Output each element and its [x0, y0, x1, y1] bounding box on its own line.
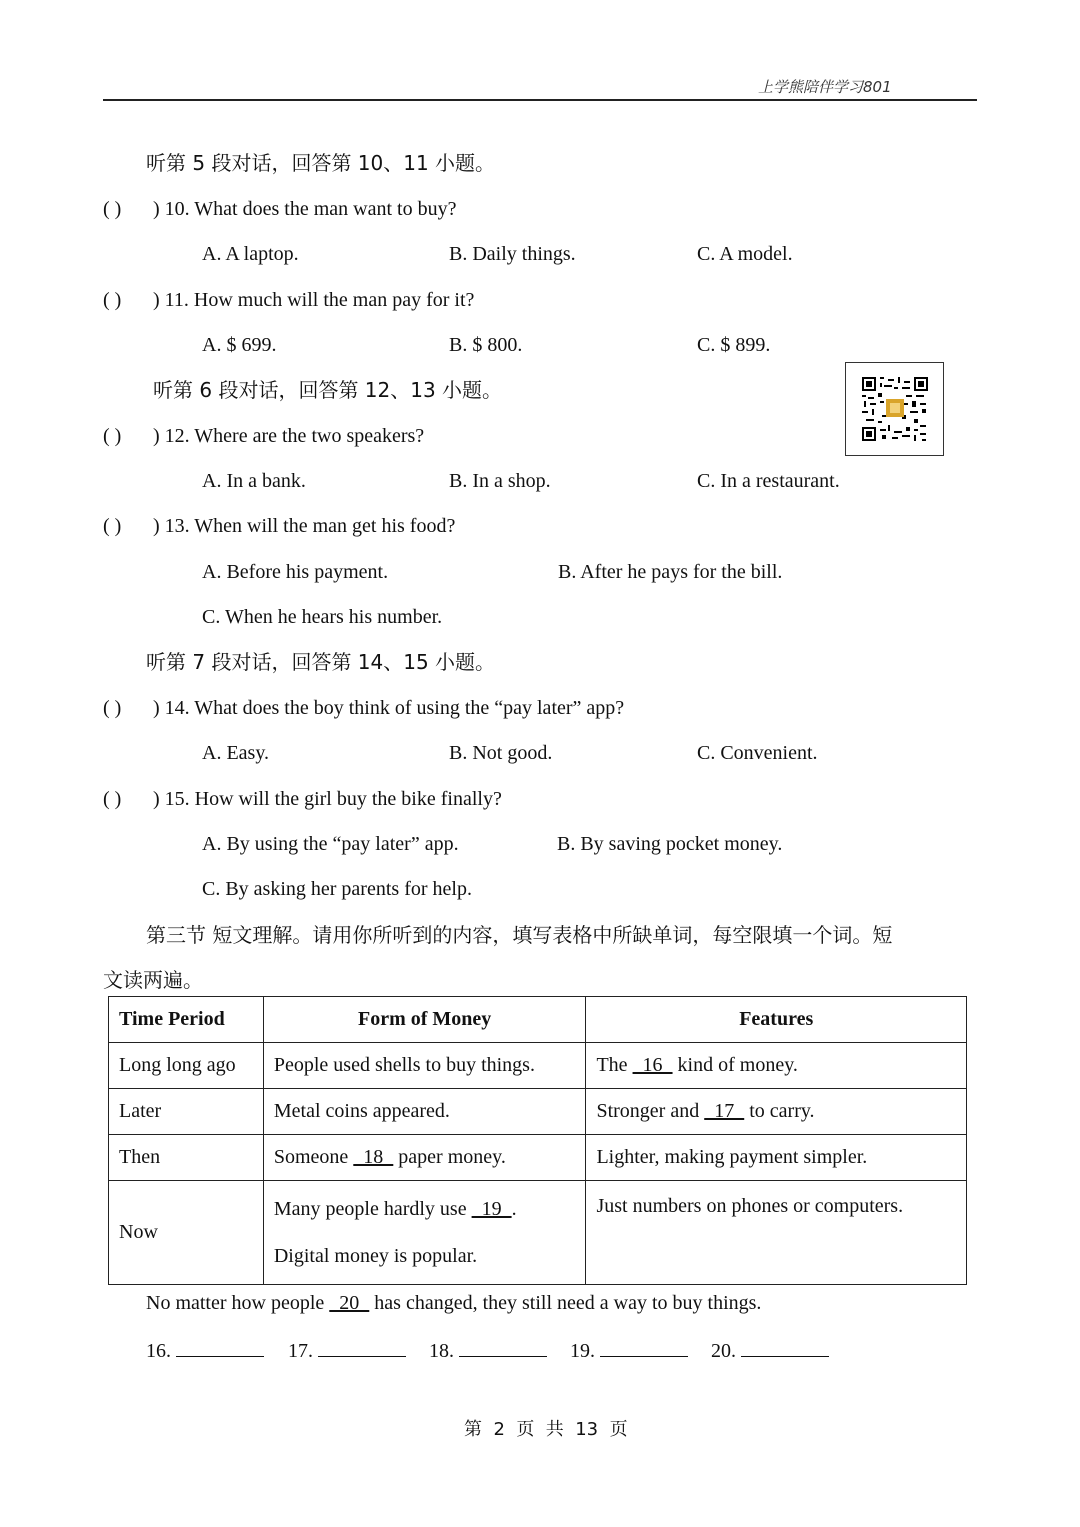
form-text: Someone — [273, 1146, 354, 1168]
form-text: . — [511, 1197, 517, 1220]
question-14: ) 14. What does the boy think of using the “pay later” app? — [153, 697, 625, 719]
table-row — [109, 1043, 967, 1089]
q11-option-b: B. $ 800. — [449, 334, 523, 356]
q11-option-c: C. $ 899. — [697, 334, 771, 356]
cell-form — [263, 1135, 586, 1181]
cell-form — [263, 1181, 586, 1285]
q10-option-b: B. Daily things. — [449, 243, 576, 265]
feature-text: The — [596, 1054, 633, 1076]
column-header-form-of-money: Form of Money — [263, 997, 586, 1043]
answer-bracket: ( ) — [103, 515, 122, 537]
form-text: Many people hardly use — [273, 1197, 472, 1220]
cell-form: Metal coins appeared. — [263, 1089, 586, 1135]
blank-18: 18 — [353, 1146, 394, 1168]
q11-option-a: A. $ 699. — [202, 334, 277, 356]
answer-label: 20. — [711, 1340, 736, 1362]
q10-option-a: A. A laptop. — [202, 243, 299, 265]
cell-period: Then — [109, 1135, 264, 1181]
q12-option-b: B. In a shop. — [449, 470, 551, 492]
header-rule — [103, 99, 977, 101]
cell-features — [586, 1089, 967, 1135]
question-11: ) 11. How much will the man pay for it? — [153, 289, 475, 311]
q12-option-c: C. In a restaurant. — [697, 470, 840, 492]
q15-option-b: B. By saving pocket money. — [557, 833, 783, 855]
q10-option-c: C. A model. — [697, 243, 793, 265]
q15-option-a: A. By using the “pay later” app. — [202, 833, 459, 855]
answer-line — [459, 1338, 547, 1357]
answer-label: 17. — [288, 1340, 313, 1362]
closing-text: No matter how people — [146, 1292, 330, 1314]
cell-period: Long long ago — [109, 1043, 264, 1089]
section-6-instruction: 听第 6 段对话，回答第 12、13 小题。 — [153, 378, 503, 402]
answer-bracket: ( ) — [103, 697, 122, 719]
form-text: paper money. — [398, 1146, 506, 1168]
closing-text: has changed, they still need a way to buy things. — [374, 1292, 762, 1314]
form-text-line2: Digital money is popular. — [273, 1244, 478, 1267]
answer-line — [176, 1338, 264, 1357]
column-header-time-period: Time Period — [109, 997, 264, 1043]
money-history-table — [108, 996, 967, 1285]
answer-bracket: ( ) — [103, 788, 122, 810]
q14-option-b: B. Not good. — [449, 742, 553, 764]
section-3-instruction-cont: 文读两遍。 — [103, 968, 203, 992]
answer-line — [741, 1338, 829, 1357]
answer-line — [600, 1338, 688, 1357]
table-row — [109, 1089, 967, 1135]
feature-text: to carry. — [749, 1100, 815, 1122]
header-brand: 上学熊陪伴学习801 — [758, 78, 892, 96]
qr-code-icon — [862, 377, 928, 441]
column-header-features: Features — [586, 997, 967, 1043]
section-3-instruction: 第三节 短文理解。请用你所听到的内容，填写表格中所缺单词，每空限填一个词。短 — [146, 923, 893, 947]
cell-features: Just numbers on phones or computers. — [586, 1181, 967, 1285]
answer-label: 19. — [570, 1340, 595, 1362]
q15-option-c: C. By asking her parents for help. — [202, 878, 472, 900]
answer-17 — [288, 1338, 406, 1361]
q13-option-c: C. When he hears his number. — [202, 606, 443, 628]
answer-bracket: ( ) — [103, 198, 122, 220]
question-10: ) 10. What does the man want to buy? — [153, 198, 457, 220]
cell-features: Lighter, making payment simpler. — [586, 1135, 967, 1181]
table-row — [109, 1181, 967, 1285]
answer-20 — [711, 1338, 829, 1361]
answer-16 — [146, 1338, 264, 1361]
answer-18 — [429, 1338, 547, 1361]
closing-sentence — [146, 1293, 761, 1313]
answer-label: 16. — [146, 1340, 171, 1362]
feature-text: Stronger and — [596, 1100, 705, 1122]
question-12: ) 12. Where are the two speakers? — [153, 425, 425, 447]
q14-option-c: C. Convenient. — [697, 742, 818, 764]
blank-19: 19 — [471, 1197, 512, 1220]
cell-features — [586, 1043, 967, 1089]
answer-19 — [570, 1338, 688, 1361]
page-footer: 第 2 页 共 13 页 — [464, 1419, 628, 1440]
q14-option-a: A. Easy. — [202, 742, 270, 764]
q13-option-b: B. After he pays for the bill. — [558, 561, 783, 583]
section-7-instruction: 听第 7 段对话，回答第 14、15 小题。 — [146, 650, 496, 674]
blank-16: 16 — [632, 1054, 673, 1076]
q13-option-a: A. Before his payment. — [202, 561, 389, 583]
feature-text: kind of money. — [677, 1054, 798, 1076]
table-header-row — [109, 997, 967, 1043]
question-15: ) 15. How will the girl buy the bike finally? — [153, 788, 502, 810]
section-5-instruction: 听第 5 段对话，回答第 10、11 小题。 — [146, 151, 496, 175]
answer-line — [318, 1338, 406, 1357]
cell-period: Later — [109, 1089, 264, 1135]
question-13: ) 13. When will the man get his food? — [153, 515, 456, 537]
blank-17: 17 — [704, 1100, 745, 1122]
answer-bracket: ( ) — [103, 425, 122, 447]
qr-code — [845, 362, 944, 456]
blank-20: 20 — [329, 1292, 370, 1314]
q12-option-a: A. In a bank. — [202, 470, 306, 492]
table-row — [109, 1135, 967, 1181]
answer-label: 18. — [429, 1340, 454, 1362]
cell-period: Now — [109, 1181, 264, 1285]
answer-bracket: ( ) — [103, 289, 122, 311]
cell-form: People used shells to buy things. — [263, 1043, 586, 1089]
